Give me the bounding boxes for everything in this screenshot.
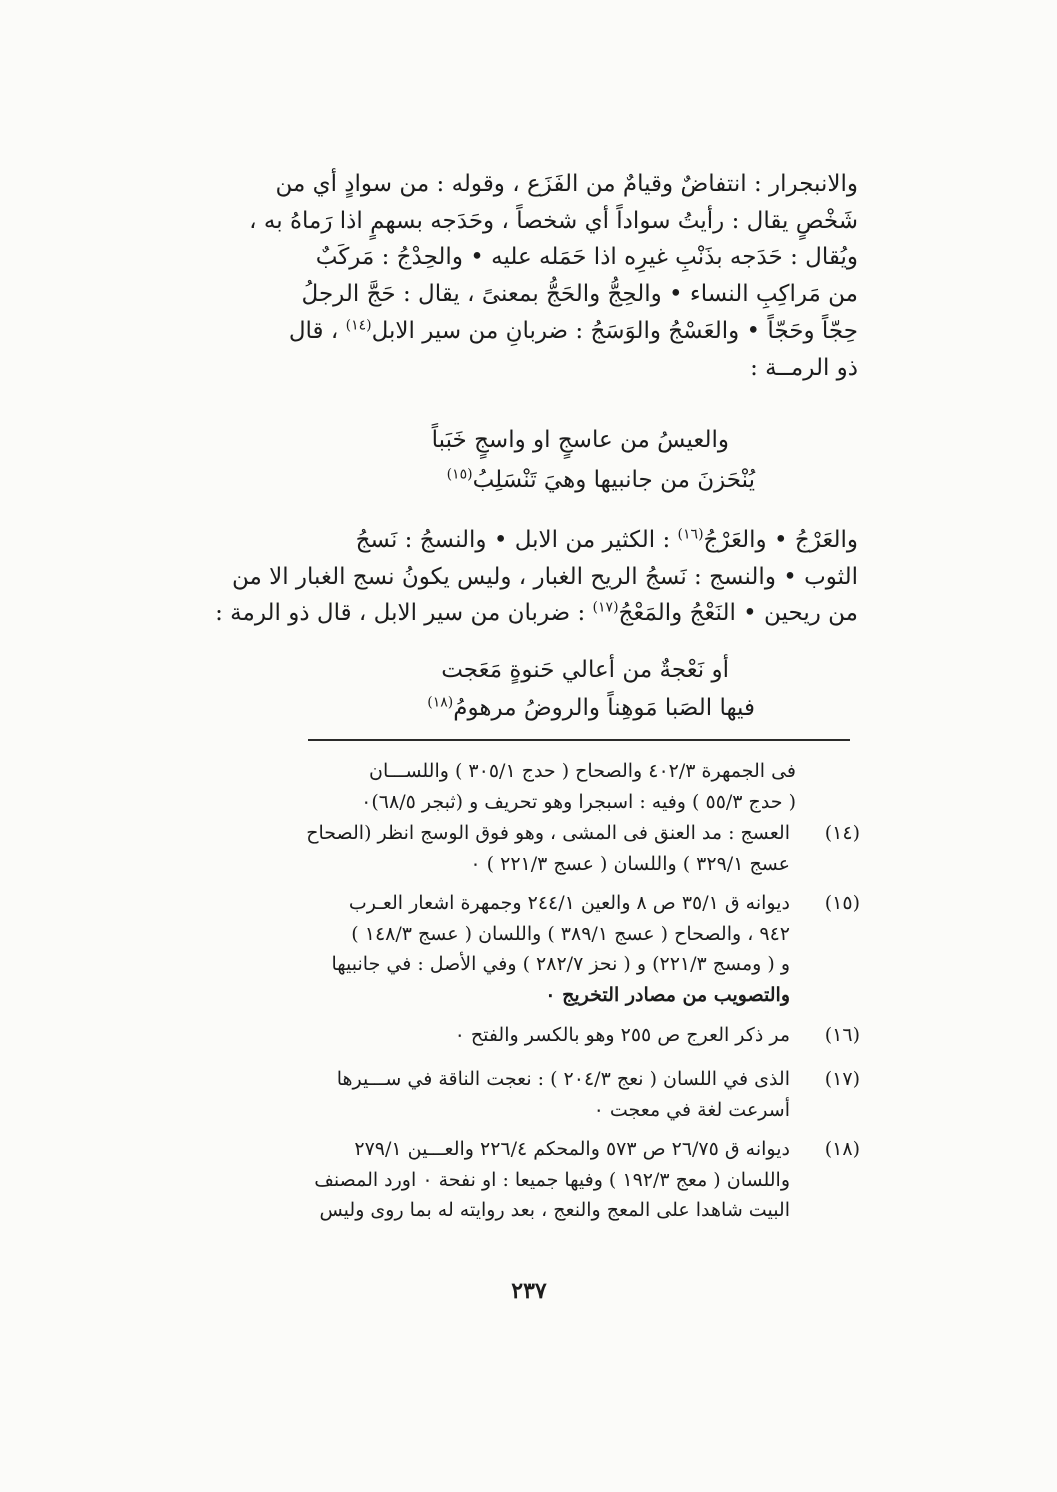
verse-text: يُنْحَزنَ من جانبيها وهيَ تَنْسَلِبُ (472, 467, 755, 493)
footnote-line: العسج : مد العنق فى المشى ، وهو فوق الوسج انظر (الصحاح (306, 822, 790, 844)
text-line: ذو الرمــة : (750, 354, 858, 381)
text-line: من مَراكِبِ النساء • والحِجُّ والحَجُّ بمعنىً ، يقال : حَجَّ الرجلُ (301, 281, 858, 308)
text-segment: حِجّاً وحَجّاً • والعَسْجُ والوَسَجُ : ضربانِ من سير الابل (371, 317, 858, 344)
footnote-line: البيت شاهدا على المعج والنعج ، بعد روايته له بما روى وليس (319, 1199, 790, 1222)
verse-hemistich: أو نَعْجةٌ من أعالي حَنوةٍ مَعَجت (441, 657, 729, 683)
text-line: والانبجرار : انتفاضٌ وقيامٌ من الفَزَع ، وقوله : من سوادٍ أي من (275, 171, 858, 197)
footnote-line: ديوانه ق ٢٦/٧٥ ص ٥٧٣ والمحكم ٢٢٦/٤ والعـــين ٢٧٩/١ (354, 1138, 790, 1160)
footnote-continuation (160, 756, 860, 817)
verse-hemistich (447, 462, 755, 498)
footnote-ref: (١٤) (345, 317, 372, 334)
footnote-ref: (١٧) (592, 599, 619, 616)
text-segment: ، قال (288, 317, 339, 344)
footnote-separator (308, 739, 850, 741)
footnote-ref: (١٦) (677, 526, 704, 543)
verse-text: فيها الصَبا مَوهِناً والروضُ مرهومُ (453, 695, 755, 721)
footnote-line: فى الجمهرة ٤٠٢/٣ والصحاح ( حدج ٣٠٥/١ ) واللســـان (369, 760, 796, 782)
footnote-number: (١٥) (824, 892, 860, 914)
footnote-number: (١٨) (824, 1138, 860, 1160)
footnote-18 (160, 1134, 860, 1226)
text-line: ويُقال : حَدَجه بذَنْبِ غيرِه اذا حَمَله عليه • والحِدْجُ : مَركَبٌ (315, 244, 858, 271)
footnote-number: (١٦) (824, 1024, 860, 1046)
footnote-line: أسرعت لغة في معجت ٠ (593, 1098, 790, 1121)
main-text (168, 166, 858, 386)
footnote-line: عسج ٣٢٩/١ ) واللسان ( عسج ٢٢١/٣ ) ٠ (470, 852, 790, 875)
verse-hemistich: والعيسُ من عاسجٍ او واسجٍ خَبَباً (431, 427, 729, 453)
footnote-line: و ( ومسج ٢٢١/٣) و ( نحز ٢٨٢/٧ ) وفي الأصل : في جانبيها (331, 953, 790, 976)
footnote-line: ديوانه ق ٣٥/١ ص ٨ والعين ٢٤٤/١ وجمهرة اشعار العـرب (348, 892, 790, 914)
text-segment: والعَرْجُ • والعَرْجُ (703, 527, 858, 553)
footnote-line: ( حدج ٥٥/٣ ) وفيه : اسبجرا وهو تحريف و (ثبجر ٦٨/٥)٠ (361, 790, 796, 813)
text-line: الثوب • والنسج : نَسجُ الريح الغبار ، وليس يكونُ نسج الغبار الا من (231, 563, 858, 590)
text-segment: من ريحين • النَعْجُ والمَعْجُ (618, 600, 858, 627)
footnote-number: (١٤) (824, 822, 860, 844)
text-line (168, 313, 858, 350)
text-line: شَخْصٍ يقال : رأيتُ سواداً أي شخصاً ، وحَدَجه بسهمٍ اذا رَماهُ به ، (249, 207, 858, 234)
footnote-ref: (١٥) (446, 466, 473, 483)
footnote-number: (١٧) (824, 1068, 860, 1090)
footnote-14 (160, 818, 860, 879)
text-line (168, 595, 858, 632)
footnote-line: ٩٤٢ ، والصحاح ( عسج ٣٨٩/١ ) واللسان ( عسج ١٤٨/٣ ) (351, 922, 790, 945)
main-text-continued (168, 522, 858, 632)
footnote-line: مر ذكر العرج ص ٢٥٥ وهو بالكسر والفتح ٠ (454, 1024, 790, 1046)
verse-hemistich (427, 690, 755, 726)
text-segment: : الكثير من الابل • والنسجُ : نَسجُ (355, 527, 671, 553)
text-segment: : ضربان من سير الابل ، قال ذو الرمة : (215, 600, 586, 627)
footnote-line: واللسان ( معج ١٩٢/٣ ) وفيها جميعا : او نفحة ٠ اورد المصنف (314, 1168, 790, 1191)
footnote-16 (160, 1020, 860, 1051)
footnote-line: والتصويب من مصادر التخريج ٠ (545, 983, 790, 1006)
text-line (168, 522, 858, 559)
footnote-line: الذى في اللسان ( نعج ٢٠٤/٣ ) : نعجت الناقة في ســـيرها (336, 1068, 790, 1090)
footnote-17 (160, 1064, 860, 1125)
footnote-ref: (١٨) (427, 694, 454, 711)
footnote-15 (160, 888, 860, 1010)
page-number: ٢٣٧ (511, 1278, 547, 1304)
